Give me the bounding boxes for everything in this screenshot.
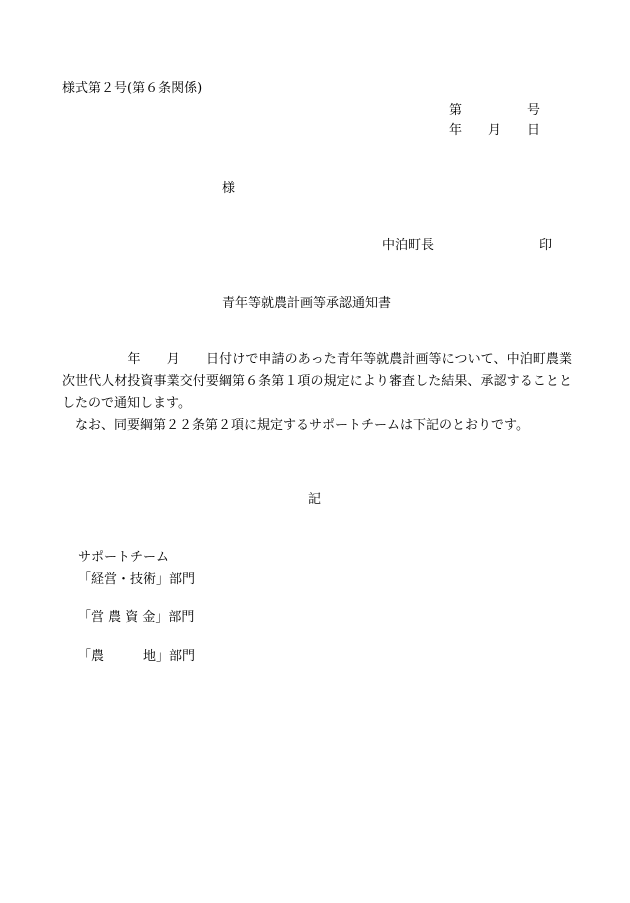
department-farming-funds: 「営 農 資 金」部門 — [78, 610, 195, 625]
department-farmland: 「農 地」部門 — [78, 649, 196, 664]
department-management-technology: 「経営・技術」部門 — [78, 572, 196, 587]
document-number: 第 号 — [449, 103, 541, 118]
document-title: 青年等就農計画等承認通知書 — [222, 296, 392, 311]
body-paragraph-1: 年 月 日付けで申請のあった青年等就農計画等について、中泊町農業次世代人材投資事業交付要綱第６条第１項の規定により審査した結果、承認することとしたので通知します。 — [62, 352, 572, 411]
addressee-suffix: 様 — [222, 181, 236, 196]
body-paragraph-2: なお、同要綱第２２条第２項に規定するサポートチームは下記のとおりです。 — [62, 418, 529, 433]
ki-marker: 記 — [308, 492, 322, 507]
issuer-seal: 印 — [539, 238, 553, 253]
document-date: 年 月 日 — [449, 123, 541, 138]
form-label: 様式第２号(第６条関係) — [62, 81, 203, 96]
issuer-title: 中泊町長 — [382, 238, 435, 253]
support-team-heading: サポートチーム — [78, 550, 170, 565]
